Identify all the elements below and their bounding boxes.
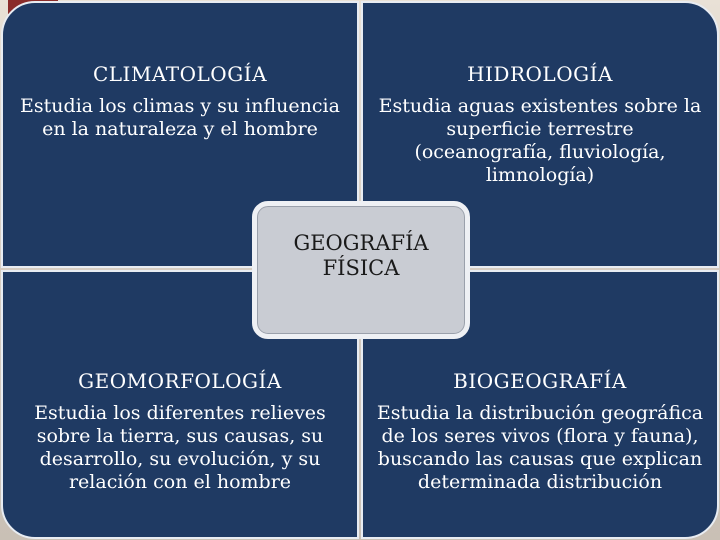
quadrant-title: BIOGEOGRAFÍA (453, 369, 627, 393)
quadrant-content (363, 61, 717, 187)
center-title-line2: FÍSICA (322, 256, 400, 280)
quadrant-description: Estudia aguas existentes sobre la superficie terrestre (oceanografía, fluviología, limnología) (378, 95, 702, 186)
quadrant-description: Estudia los climas y su influencia en la naturaleza y el hombre (20, 95, 340, 140)
quadrant-title: GEOMORFOLOGÍA (78, 369, 282, 393)
quadrant-description: Estudia los diferentes relieves sobre la tierra, sus causas, su desarrollo, su evolución, y su relación con el hombre (34, 402, 326, 493)
quadrant-title: HIDROLOGÍA (467, 62, 613, 86)
center-title-line1: GEOGRAFÍA (293, 231, 429, 255)
quadrant-content (363, 368, 717, 494)
quadrant-content (3, 368, 357, 494)
quadrant-title: CLIMATOLOGÍA (92, 62, 268, 86)
quadrant-description: Estudia la distribución geográfica de los seres vivos (flora y fauna), buscando las causas que explican determinada distribución (376, 402, 704, 493)
center-node-geografia-fisica (252, 201, 470, 339)
quadrant-content (3, 61, 357, 141)
